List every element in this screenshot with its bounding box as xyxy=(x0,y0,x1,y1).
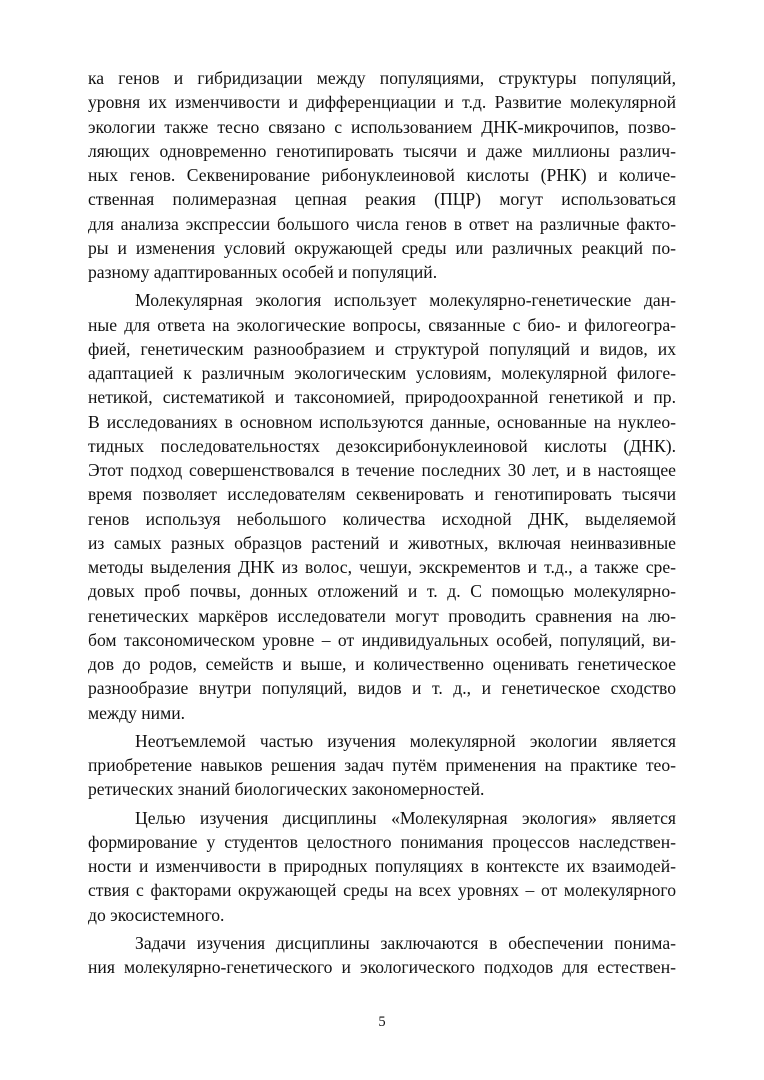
text-line: ретических знаний биологических закономерностей. xyxy=(88,779,485,800)
text-line: генов используя небольшого количества исходной ДНК, выделяемой xyxy=(88,508,676,529)
text-line: генетических маркёров исследователи могут проводить сравнения на лю- xyxy=(88,605,676,626)
text-line: ляющих одновременно генотипировать тысячи и даже миллионы различ- xyxy=(88,140,676,161)
text-line: довых проб почвы, донных отложений и т. д. С помощью молекулярно- xyxy=(88,581,676,602)
text-line: экологии также тесно связано с использованием ДНК-микрочипов, позво- xyxy=(88,116,676,137)
text-line: дов до родов, семейств и выше, и количественно оценивать генетическое xyxy=(88,654,676,674)
text-line: адаптацией к различным экологическим условиям, молекулярной филоге- xyxy=(88,363,676,383)
text-line: приобретение навыков решения задач путём применения на практике тео- xyxy=(88,755,676,775)
page-number: 5 xyxy=(378,1014,386,1030)
paragraph xyxy=(88,66,676,284)
text-line: ка генов и гибридизации между популяциями, структуры популяций, xyxy=(88,68,676,88)
text-line: разному адаптированных особей и популяций. xyxy=(88,262,438,282)
paragraph xyxy=(88,931,676,980)
text-line: время позволяет исследователям секвенировать и генотипировать тысячи xyxy=(88,484,676,505)
paragraph xyxy=(88,288,676,725)
text-line: бом таксономическом уровне – от индивидуальных особей, популяций, ви- xyxy=(88,629,676,650)
text-line: ные для ответа на экологические вопросы, связанные с био- и филогеогра- xyxy=(88,314,676,335)
text-line: уровня их изменчивости и дифференциации и т.д. Развитие молекулярной xyxy=(88,92,676,113)
text-line: формирование у студентов целостного понимания процессов наследствен- xyxy=(88,831,676,852)
text-line: ности и изменчивости в природных популяциях в контексте их взаимодей- xyxy=(88,856,676,876)
text-line: ния молекулярно-генетического и экологического подходов для естествен- xyxy=(88,957,676,977)
text-line: методы выделения ДНК из волос, чешуи, экскрементов и т.д., а также сре- xyxy=(88,557,676,577)
text-line: В исследованиях в основном используются данные, основанные на нуклео- xyxy=(88,411,676,432)
text-line: для анализа экспрессии большого числа генов в ответ на различные факто- xyxy=(88,213,676,234)
text-line: Молекулярная экология использует молекулярно-генетические дан- xyxy=(135,290,676,311)
paragraph xyxy=(88,806,676,927)
text-line: до экосистемного. xyxy=(88,904,225,925)
text-line: из самых разных образцов растений и животных, включая неинвазивные xyxy=(88,532,676,553)
text-line: ных генов. Секвенирование рибонуклеиновой кислоты (РНК) и количе- xyxy=(88,165,676,185)
text-line: ствия с факторами окружающей среды на всех уровнях – от молекулярного xyxy=(88,880,676,901)
text-line: Неотъемлемой частью изучения молекулярной экологии является xyxy=(135,730,676,751)
page-body xyxy=(88,66,676,979)
text-line: фией, генетическим разнообразием и структурой популяций и видов, их xyxy=(88,338,676,359)
text-line: Целью изучения дисциплины «Молекулярная экология» является xyxy=(135,807,676,828)
text-line: ры и изменения условий окружающей среды или различных реакций по- xyxy=(88,237,676,258)
text-line: между ними. xyxy=(88,702,186,723)
text-line: Этот подход совершенствовался в течение последних 30 лет, и в настоящее xyxy=(88,460,676,480)
text-line: Задачи изучения дисциплины заключаются в обеспечении понима- xyxy=(135,932,676,953)
text-line: разнообразие внутри популяций, видов и т. д., и генетическое сходство xyxy=(88,678,676,699)
text-line: ственная полимеразная цепная реакия (ПЦР) могут использоваться xyxy=(88,189,676,210)
text-line: нетикой, систематикой и таксономией, природоохранной генетикой и пр. xyxy=(88,387,676,408)
text-line: тидных последовательностях дезоксирибонуклеиновой кислоты (ДНК). xyxy=(88,435,676,456)
paragraph xyxy=(88,729,676,802)
